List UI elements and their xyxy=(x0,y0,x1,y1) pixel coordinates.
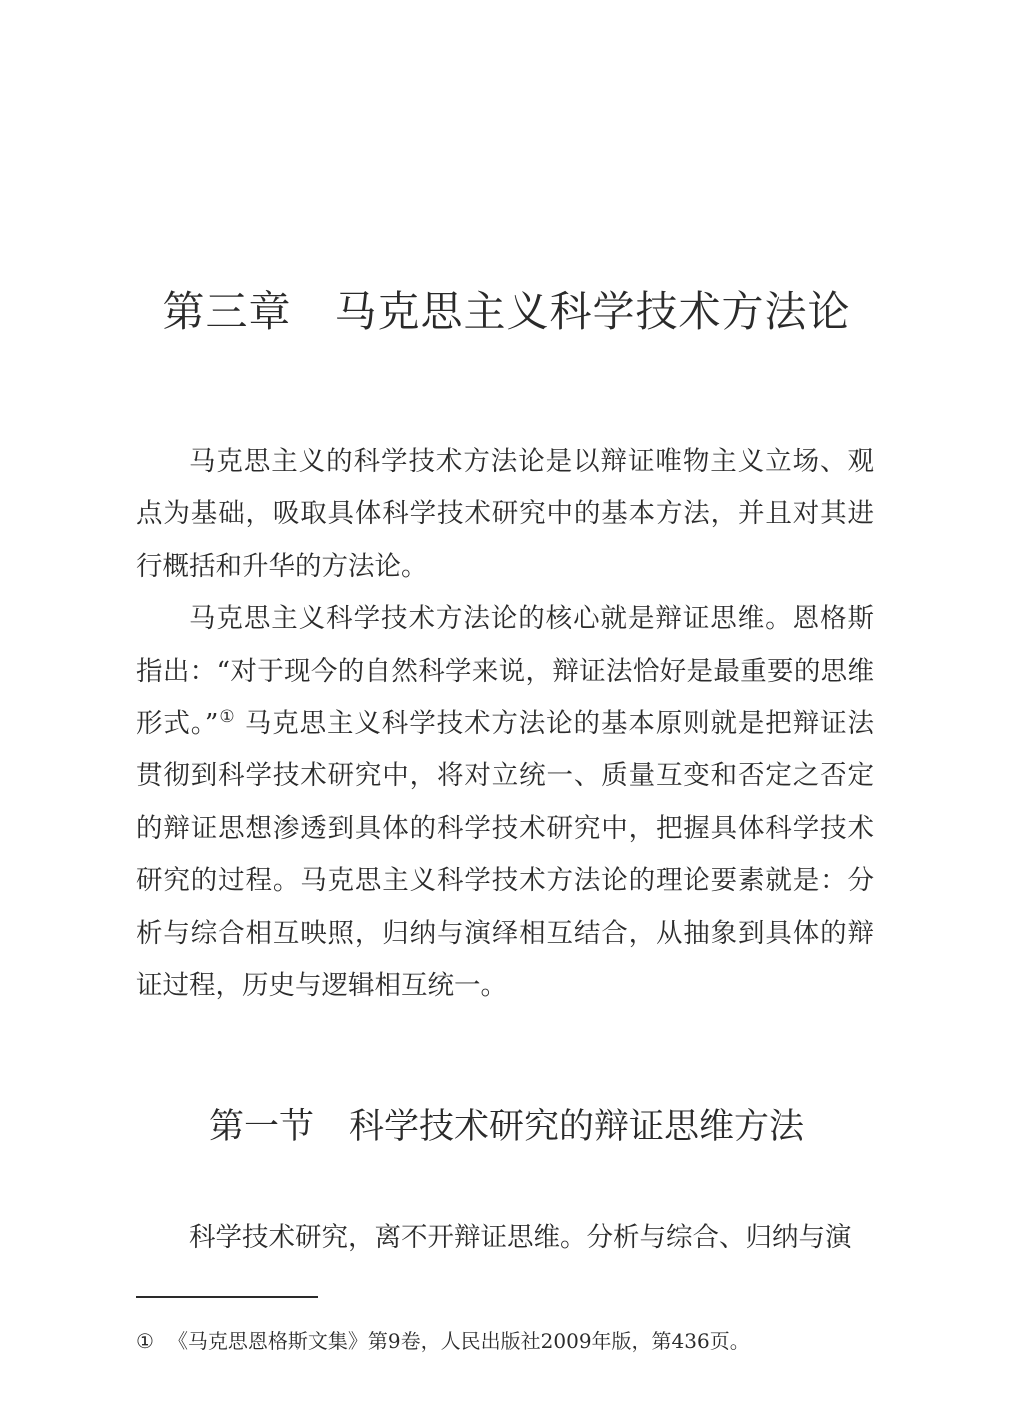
intro-paragraph-2-rest: 马克思主义科学技术方法论的基本原则就是把辩证法贯彻到科学技术研究中，将对立统一、质量互变和否定之否定的辩证思想渗透到具体的科学技术研究中，把握具体科学技术研究的过程。马克思主义科学技术方法论的理论要素就是：分析与综合相互映照，归纳与演绎相互结合，从抽象到具体的辩证过程，历史与逻辑相互统一。 xyxy=(136,708,874,1002)
section-text xyxy=(136,1212,874,1264)
footnote-divider xyxy=(136,1296,318,1298)
footnote-reference[interactable]: ① xyxy=(218,707,236,728)
footnote xyxy=(136,1324,896,1358)
footnote-text: 《马克思恩格斯文集》第9卷，人民出版社2009年版，第436页。 xyxy=(167,1329,750,1353)
section-paragraph-1: 科学技术研究，离不开辩证思维。分析与综合、归纳与演 xyxy=(189,1222,852,1253)
chapter-title: 第三章 马克思主义科学技术方法论 xyxy=(162,287,851,336)
section-title: 第一节 科学技术研究的辩证思维方法 xyxy=(208,1107,804,1147)
intro-paragraph-2 xyxy=(136,593,874,1012)
intro-paragraph-1: 马克思主义的科学技术方法论是以辩证唯物主义立场、观点为基础，吸取具体科学技术研究中的基本方法，并且对其进行概括和升华的方法论。 xyxy=(136,446,874,582)
intro-paragraph-2-quote: 马克思主义科学技术方法论的核心就是辩证思维。恩格斯指出：“对于现今的自然科学来说，辩证法恰好是最重要的思维形式。” xyxy=(136,603,874,740)
footnote-mark: ① xyxy=(136,1329,154,1353)
intro-text xyxy=(136,436,874,1012)
